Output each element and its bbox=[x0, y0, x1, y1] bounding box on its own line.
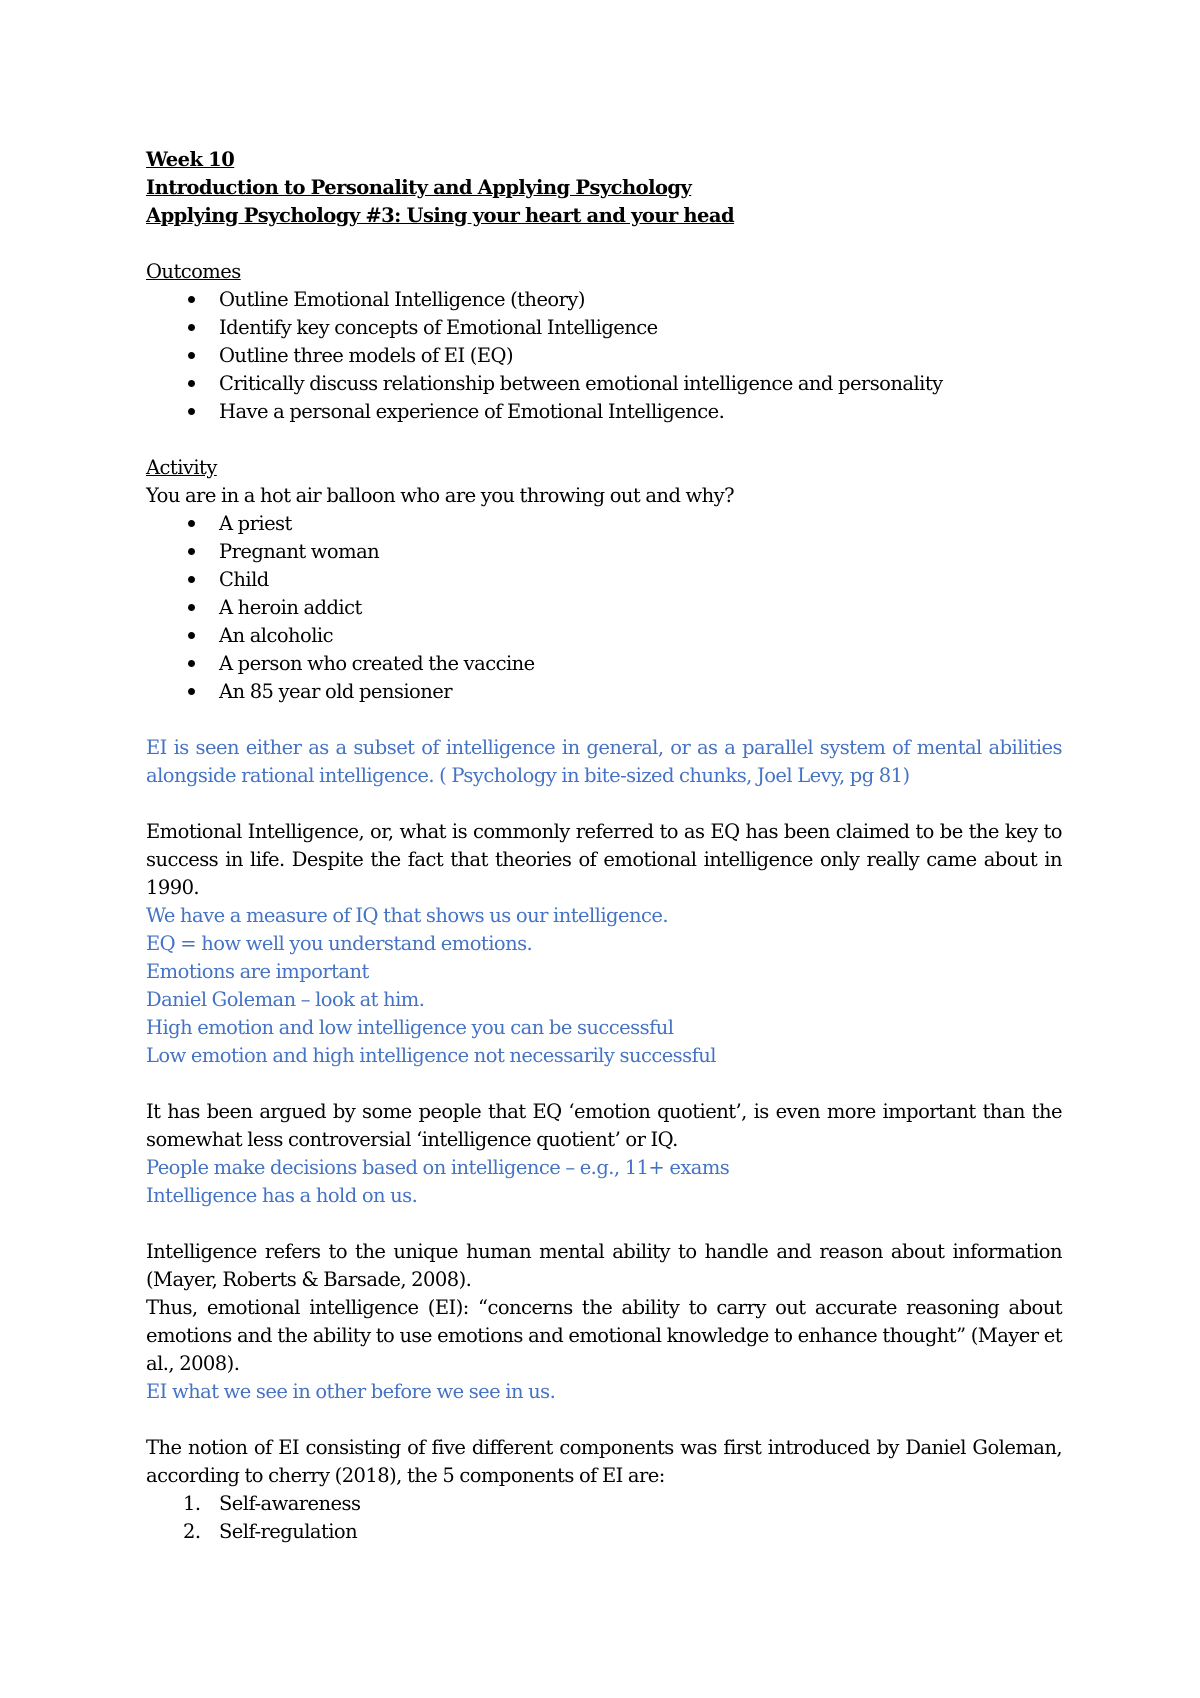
eq-paragraph: Emotional Intelligence, or, what is commonly referred to as EQ has been claimed to be the key to success in life. Despite the fact that theories of emotional intelligence only really came about in 1990. bbox=[146, 820, 1062, 899]
eq-note: EQ = how well you understand emotions. bbox=[146, 932, 533, 955]
activity-item: Child bbox=[146, 566, 1062, 594]
activity-heading: Activity bbox=[146, 456, 217, 479]
component-number: 1. bbox=[183, 1492, 201, 1515]
component-label: Self-awareness bbox=[219, 1492, 361, 1515]
outcome-item: Critically discuss relationship between emotional intelligence and personality bbox=[146, 370, 1062, 398]
outcomes-list bbox=[146, 286, 1062, 426]
ei-note: EI what we see in other before we see in us. bbox=[146, 1380, 556, 1403]
week-heading: Week 10 bbox=[146, 148, 235, 171]
activity-item: An alcoholic bbox=[146, 622, 1062, 650]
eq-note: Low emotion and high intelligence not necessarily successful bbox=[146, 1044, 716, 1067]
activity-list bbox=[146, 510, 1062, 706]
activity-item: A priest bbox=[146, 510, 1062, 538]
outcome-item: Outline Emotional Intelligence (theory) bbox=[146, 286, 1062, 314]
outcome-item: Outline three models of EI (EQ) bbox=[146, 342, 1062, 370]
activity-item: Pregnant woman bbox=[146, 538, 1062, 566]
ei-quote: EI is seen either as a subset of intelligence in general, or as a parallel system of mental abilities alongside rational intelligence. ( Psychology in bite-sized chunks, Joel Levy, pg 81) bbox=[146, 736, 1062, 787]
components-intro: The notion of EI consisting of five different components was first introduced by Daniel Goleman, according to cherry (2018), the 5 components of EI are: bbox=[146, 1436, 1062, 1487]
outcomes-heading: Outcomes bbox=[146, 260, 241, 283]
outcome-item: Have a personal experience of Emotional Intelligence. bbox=[146, 398, 1062, 426]
intelligence-definition: Intelligence refers to the unique human mental ability to handle and reason about information (Mayer, Roberts & Barsade, 2008). bbox=[146, 1240, 1062, 1291]
ei-definition: Thus, emotional intelligence (EI): “concerns the ability to carry out accurate reasoning about emotions and the ability to use emotions and emotional knowledge to enhance thought” (Mayer et al., 2008). bbox=[146, 1296, 1062, 1375]
component-item bbox=[146, 1518, 1062, 1546]
document-subtitle: Applying Psychology #3: Using your heart and your head bbox=[146, 204, 735, 227]
eq-note: High emotion and low intelligence you can be successful bbox=[146, 1016, 674, 1039]
activity-item: A person who created the vaccine bbox=[146, 650, 1062, 678]
component-number: 2. bbox=[183, 1520, 201, 1543]
components-list bbox=[146, 1490, 1062, 1546]
eq-note: Emotions are important bbox=[146, 960, 369, 983]
argued-paragraph: It has been argued by some people that EQ ‘emotion quotient’, is even more important than the somewhat less controversial ‘intelligence quotient’ or IQ. bbox=[146, 1100, 1062, 1151]
argued-note: People make decisions based on intelligence – e.g., 11+ exams bbox=[146, 1156, 730, 1179]
activity-item: A heroin addict bbox=[146, 594, 1062, 622]
eq-note: We have a measure of IQ that shows us our intelligence. bbox=[146, 904, 668, 927]
activity-item: An 85 year old pensioner bbox=[146, 678, 1062, 706]
eq-note: Daniel Goleman – look at him. bbox=[146, 988, 425, 1011]
component-label: Self-regulation bbox=[219, 1520, 358, 1543]
activity-question: You are in a hot air balloon who are you throwing out and why? bbox=[146, 484, 735, 507]
component-item bbox=[146, 1490, 1062, 1518]
document-title: Introduction to Personality and Applying Psychology bbox=[146, 176, 692, 199]
outcome-item: Identify key concepts of Emotional Intelligence bbox=[146, 314, 1062, 342]
argued-note: Intelligence has a hold on us. bbox=[146, 1184, 418, 1207]
